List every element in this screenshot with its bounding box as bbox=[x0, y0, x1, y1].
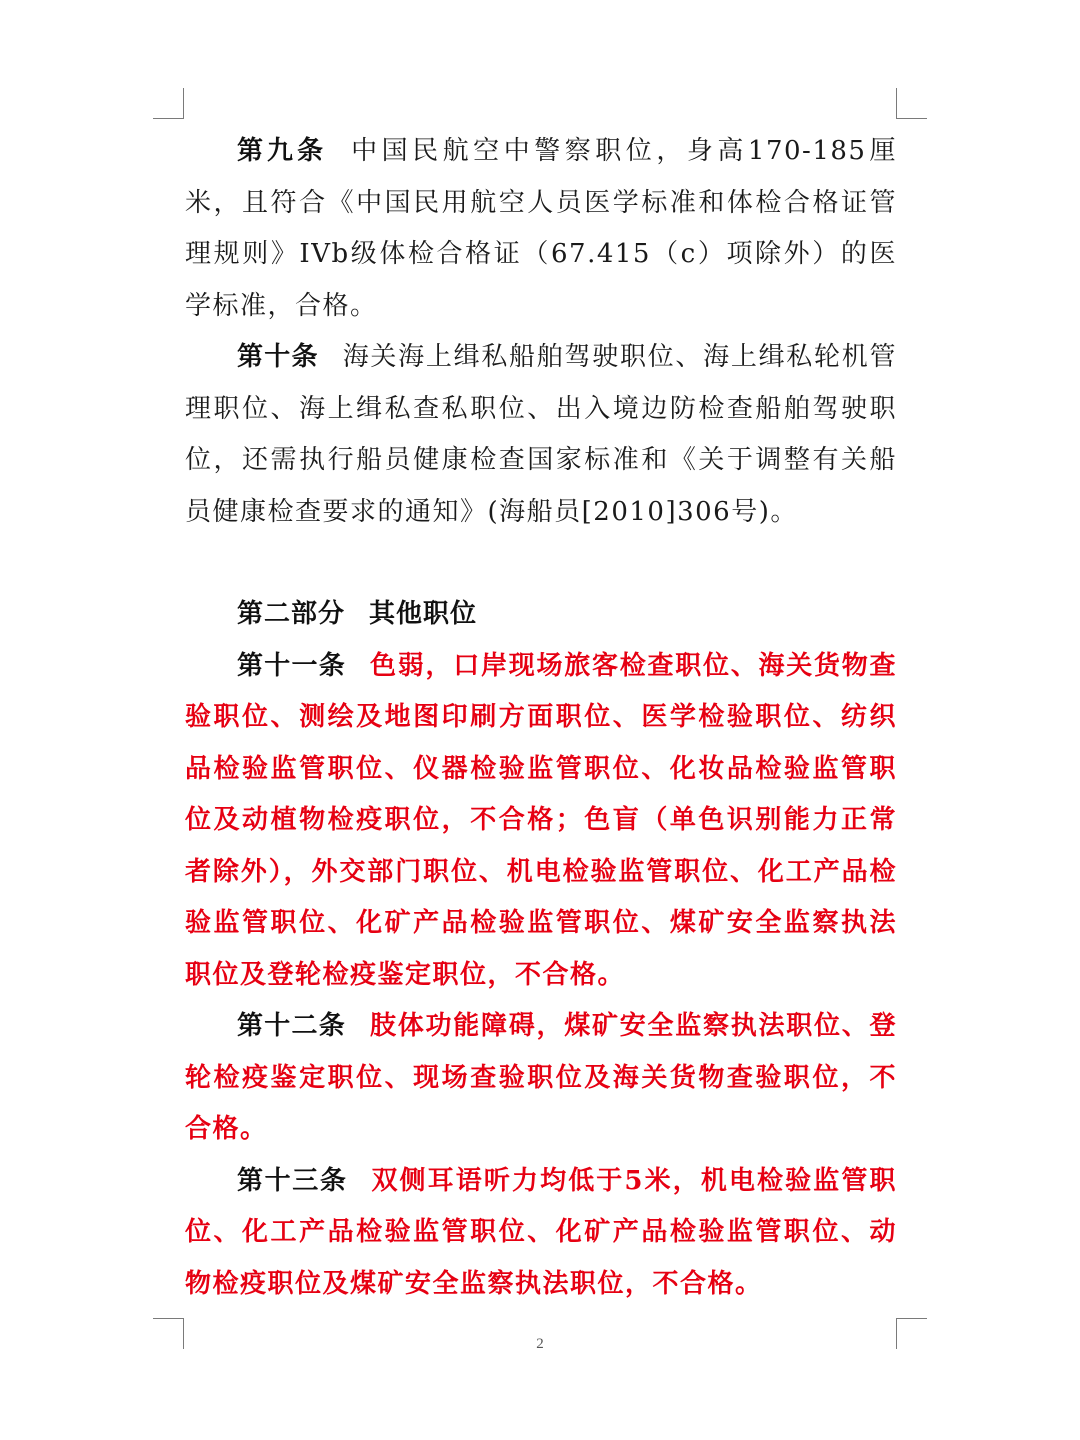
section-heading bbox=[185, 589, 897, 641]
article-12 bbox=[185, 1001, 897, 1156]
article-12-text: 肢体功能障碍，煤矿安全监察执法职位、登轮检疫鉴定职位、现场查验职位及海关货物查验职位，不合格。 bbox=[185, 1011, 897, 1144]
section-spacer bbox=[185, 538, 897, 589]
article-11-title: 第十一条 bbox=[237, 650, 346, 681]
section-part-label: 第二部分 bbox=[237, 599, 346, 629]
section-title: 其他职位 bbox=[369, 599, 478, 629]
article-10-text: 海关海上缉私船舶驾驶职位、海上缉私轮机管理职位、海上缉私查私职位、出入境边防检查船舶驾驶职位，还需执行船员健康检查国家标准和《关于调整有关船员健康检查要求的通知》(海船员[2010]306号)。 bbox=[185, 342, 897, 527]
article-11-text: 色弱，口岸现场旅客检查职位、海关货物查验职位、测绘及地图印刷方面职位、医学检验职位、纺织品检验监管职位、仪器检验监管职位、化妆品检验监管职位及动植物检疫职位，不合格；色盲（单色识别能力正常者除外），外交部门职位、机电检验监管职位、化工产品检验监管职位、化矿产品检验监管职位、煤矿安全监察执法职位及登轮检疫鉴定职位，不合格。 bbox=[185, 650, 897, 990]
article-13-text: 双侧耳语听力均低于5米，机电检验监管职位、化工产品检验监管职位、化矿产品检验监管职位、动物检疫职位及煤矿安全监察执法职位，不合格。 bbox=[185, 1165, 897, 1299]
article-9 bbox=[185, 126, 897, 332]
crop-mark-top-right bbox=[896, 88, 927, 119]
article-12-title: 第十二条 bbox=[237, 1011, 346, 1041]
article-13-title: 第十三条 bbox=[237, 1165, 348, 1196]
page-content bbox=[185, 126, 897, 1310]
article-13 bbox=[185, 1156, 897, 1311]
article-10-title: 第十条 bbox=[237, 342, 319, 372]
article-10 bbox=[185, 332, 897, 538]
article-9-text: 中国民航空中警察职位，身高170-185厘米，且符合《中国民用航空人员医学标准和体检合格证管理规则》IVb级体检合格证（67.415（c）项除外）的医学标准，合格。 bbox=[185, 136, 897, 321]
article-11 bbox=[185, 641, 897, 1002]
page-number: 2 bbox=[536, 1336, 544, 1352]
article-9-title: 第九条 bbox=[237, 136, 328, 166]
crop-mark-top-left bbox=[153, 88, 184, 119]
